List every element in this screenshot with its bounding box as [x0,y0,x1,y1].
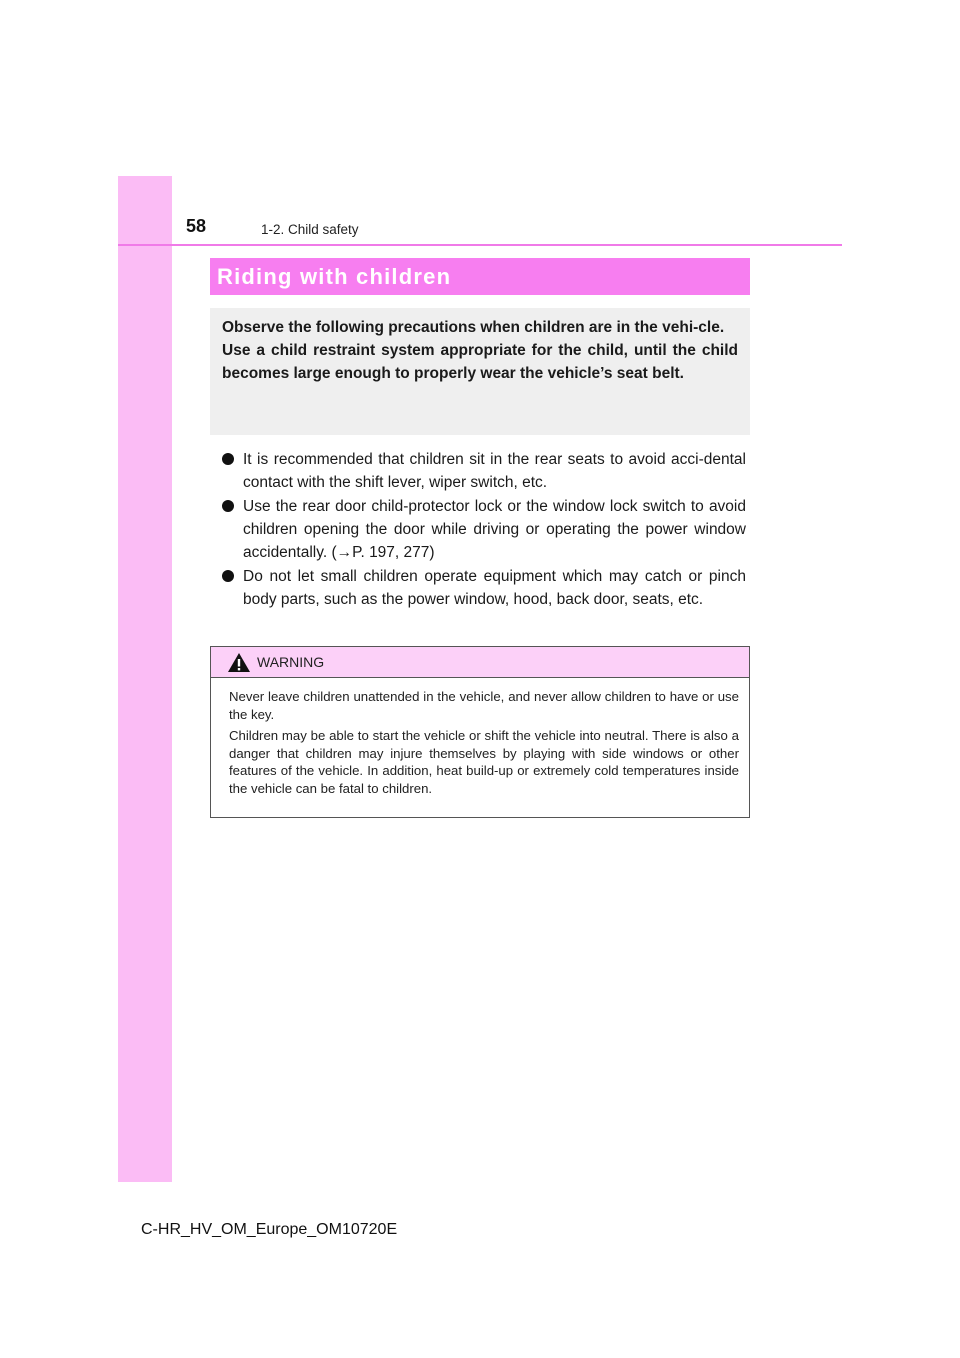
page-title: Riding with children [217,263,452,289]
list-item-text: It is recommended that children sit in the rear seats to avoid acci-dental contact with the shift lever, wiper switch, etc. [243,451,746,491]
list-item [222,565,746,611]
bullet-dot-icon [222,570,234,582]
warning-box [210,646,750,818]
precaution-list [222,448,746,612]
document-footer: C-HR_HV_OM_Europe_OM10720E [141,1221,398,1238]
list-item-text: Do not let small children operate equipment which may catch or pinch body parts, such as the power window, hood, back door, seats, etc. [243,568,746,608]
page-number: 58 [186,216,207,236]
warning-label: WARNING [257,654,325,670]
chapter-side-tab [118,176,172,1182]
list-item [222,495,746,564]
list-item [222,448,746,494]
warning-paragraph-1: Never leave children unattended in the vehicle, and never allow children to have or use the key. [229,689,739,722]
warning-paragraph-2: Children may be able to start the vehicle or shift the vehicle into neutral. There is also a danger that children may injure themselves by playing with side windows or other features of the vehicle. In addition, heat build-up or extremely cold temperatures inside the vehicle can be fatal to children. [229,728,739,796]
header-rule [118,244,842,246]
intro-box [210,308,750,435]
list-item-text: Use the rear door child-protector lock or the window lock switch to avoid children opening the door while driving or operating the power window accidentally. (→P. 197, 277) [243,498,746,561]
title-bar [210,258,750,295]
warning-triangle-icon [227,652,251,673]
warning-body [211,678,749,797]
bullet-dot-icon [222,500,234,512]
intro-paragraph-2: Use a child restraint system appropriate for the child, until the child becomes large enough to properly wear the vehicle’s seat belt. [222,342,738,382]
section-label: 1-2. Child safety [261,222,359,237]
bullet-dot-icon [222,453,234,465]
warning-header [211,647,749,678]
intro-paragraph-1: Observe the following precautions when children are in the vehi-cle. [222,319,725,336]
